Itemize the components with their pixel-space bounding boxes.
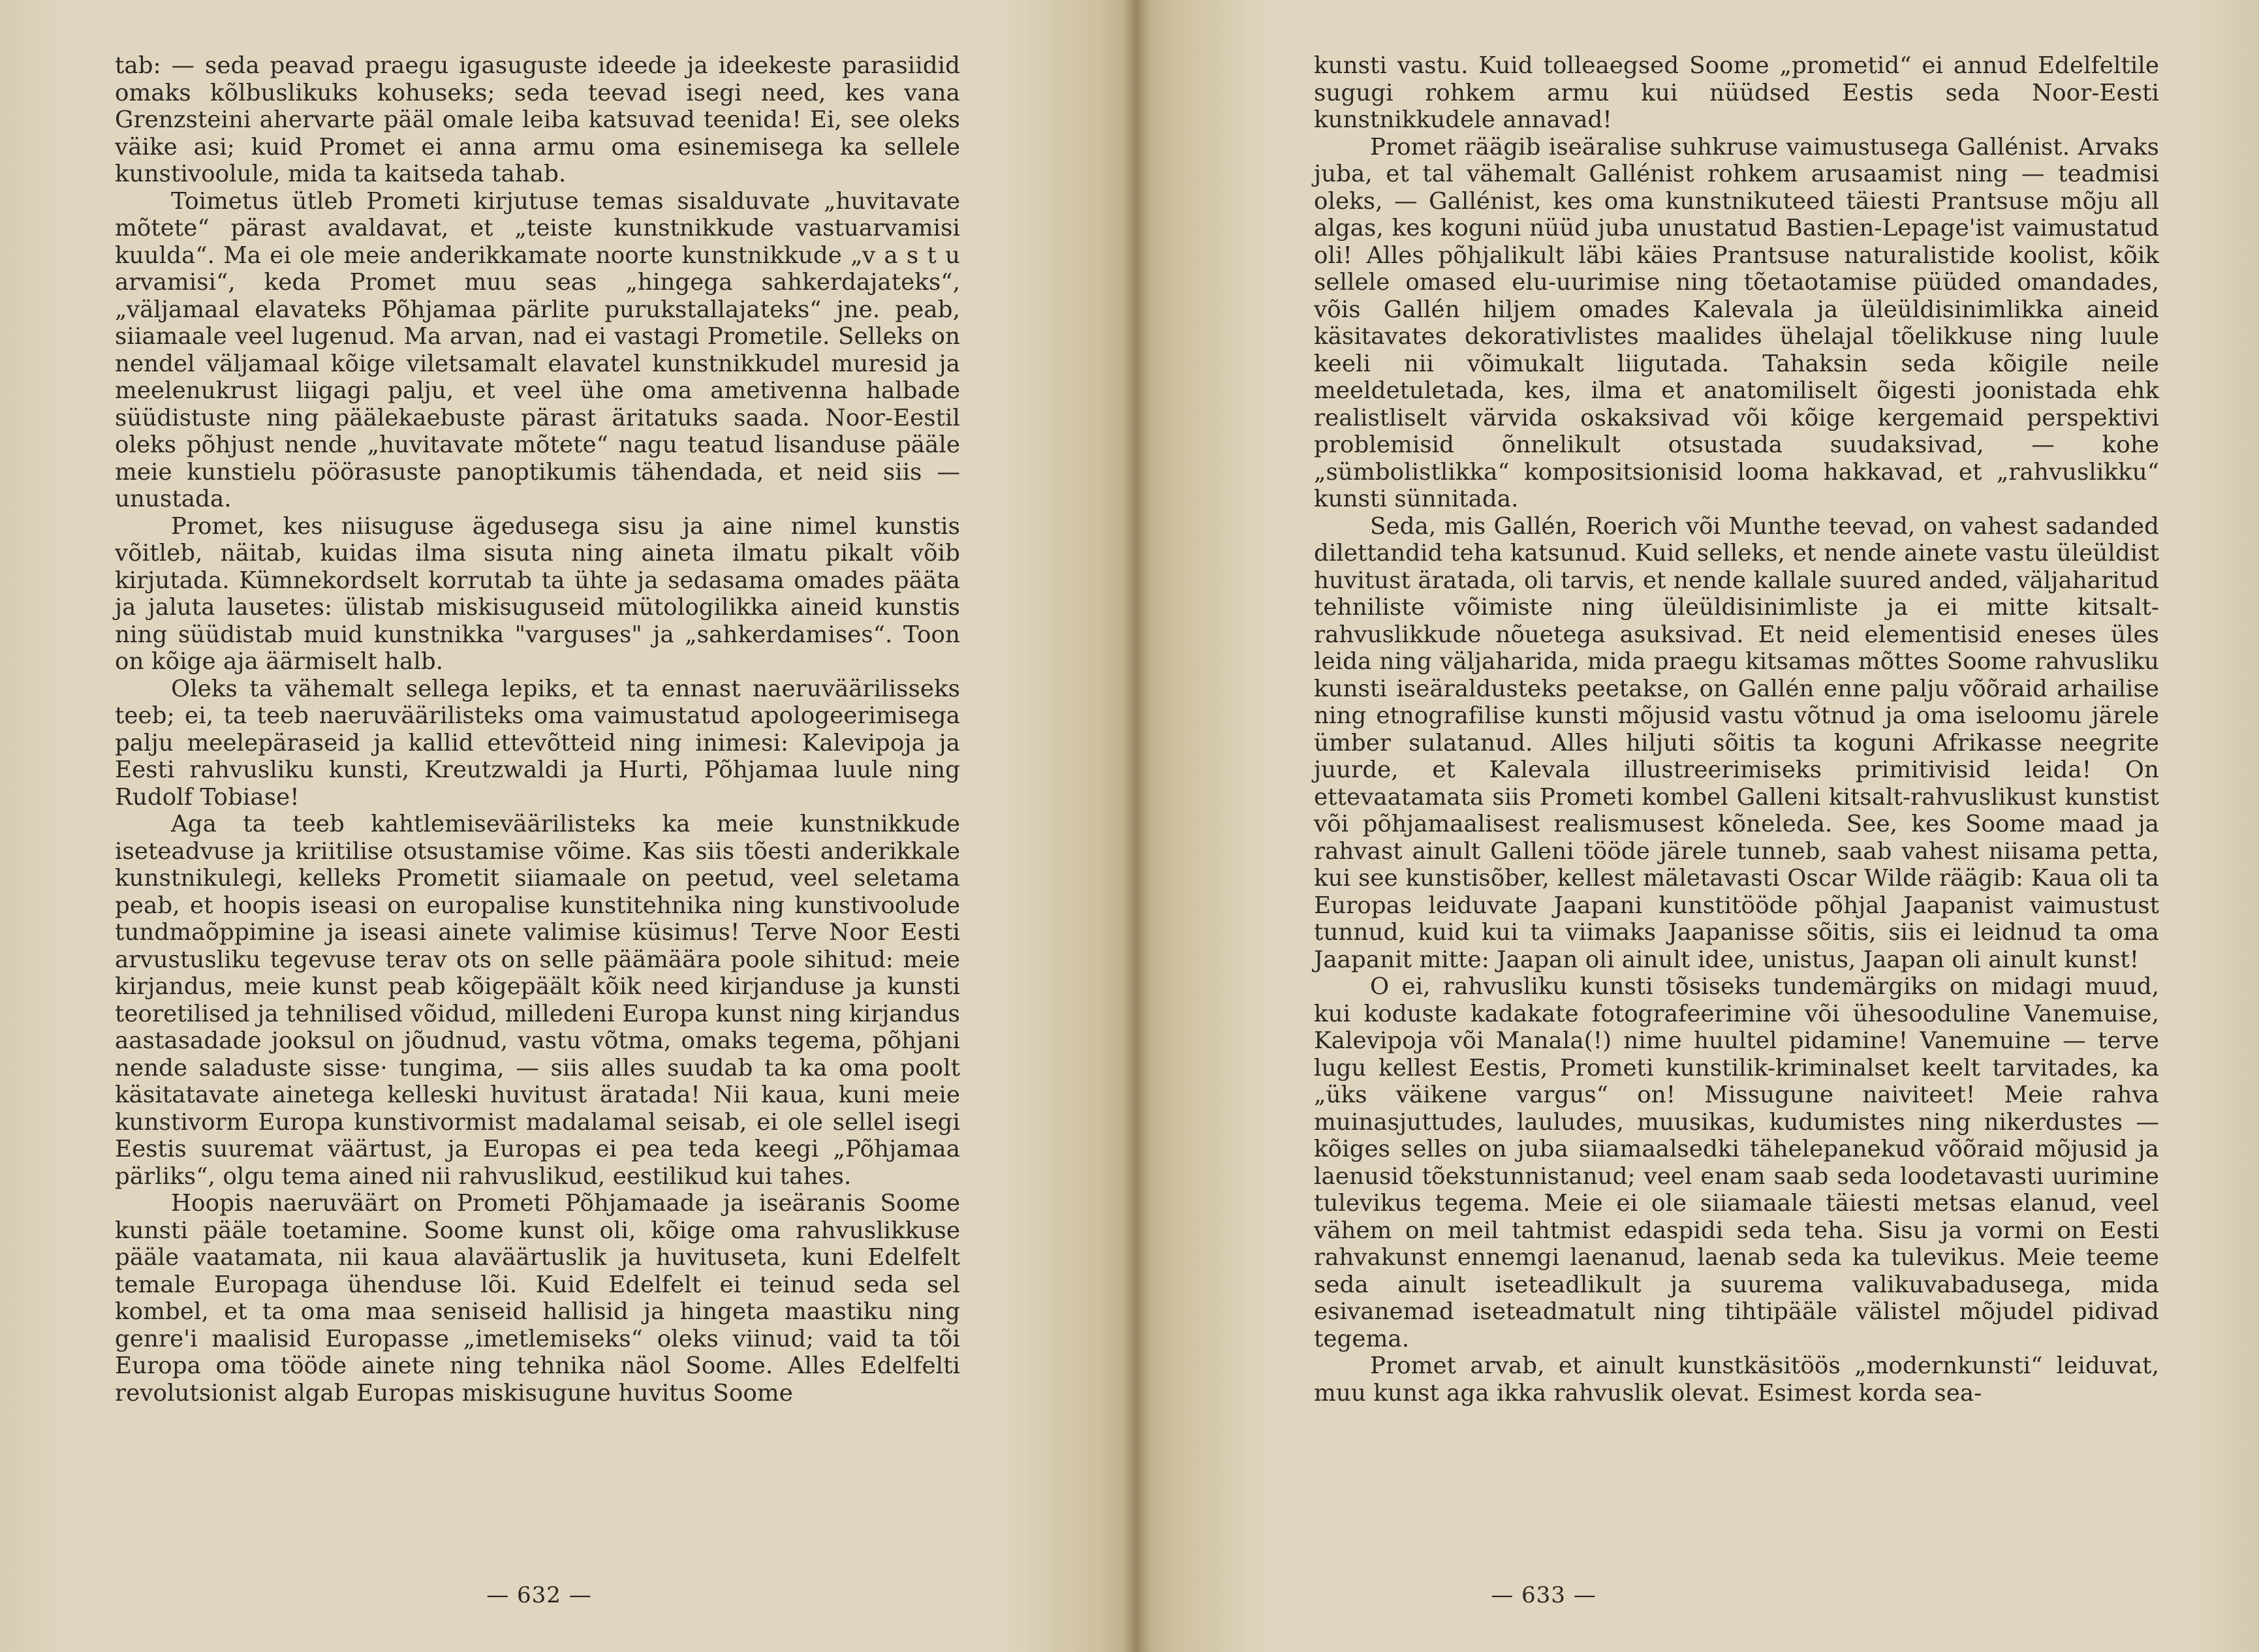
- left-page-text: [115, 52, 960, 1407]
- right-page-text: [1314, 52, 2159, 1407]
- paragraph: kunsti vastu. Kuid tolleaegsed Soome „prometid“ ei annud Edelfeltile sugugi rohkem armu kui nüüdsed Eestis seda Noor-Eesti kunstnikkudele annavad!: [1314, 52, 2159, 133]
- paragraph: Promet räägib iseäralise suhkruse vaimustusega Gallénist. Arvaks juba, et tal vähemalt Gallénist rohkem arusaamist ning — teadmisi oleks, — Gallénist, kes oma kunstnikuteed täiesti Prantsuse mõju all algas, kes koguni nüüd juba unustatud Bastien-Lepage'ist vaimustatud oli! Alles põhjalikult läbi käies Prantsuse naturalistide koolist, kõik sellele omased elu-uurimise ning tõetaotamise püüded omandades, võis Gallén hiljem omades Kalevala ja üleüldisinimlikka aineid käsitavates dekorativlistes maalides ühelajal tõelikkuse ning luule keeli nii võimukalt liigutada. Tahaksin seda kõigile neile meeldetuletada, kes, ilma et anatomiliselt õigesti joonistada ehk realistliselt värvida oskaksivad või kõige kergemaid perspektivi problemisid õnnelikult otsustada suudaksivad, — kohe „sümbolistlikka“ kompositsionisid looma hakkavad, et „rahvuslikku“ kunsti sünnitada.: [1314, 133, 2159, 512]
- page-number-right: — 633 —: [1491, 1582, 1597, 1608]
- paragraph: Aga ta teeb kahtlemiseväärilisteks ka meie kunstnikkude iseteadvuse ja kriitilise otsustamise võime. Kas siis tõesti anderikkale kunstnikulegi, kelleks Prometit siiamaale on peetud, veel seletama peab, et hoopis iseasi on europalise kunstitehnika ning kunstivoolude tundmaõppimine ja iseasi ainete valimise küsimus! Terve Noor Eesti arvustusliku tegevuse terav ots on selle päämäära poole sihitud: meie kirjandus, meie kunst peab kõigepäält kõik need kirjanduse ja kunsti teoretilised ja tehnilised võidud, milledeni Europa kunst ning kirjandus aastasadade jooksul on jõudnud, vastu võtma, omaks tegema, põhjani nende saladuste sisse· tungima, — siis alles suudab ta ka oma poolt käsitatavate ainetega kelleski huvitust äratada! Nii kaua, kuni meie kunstivorm Europa kunstivormist madalamal seisab, ei ole sellel isegi Eestis suuremat väärtust, ja Europas ei pea teda keegi „Põhjamaa pärliks“, olgu tema ained nii rahvuslikud, eestilikud kui tahes.: [115, 811, 960, 1190]
- paragraph: Seda, mis Gallén, Roerich või Munthe teevad, on vahest sadanded dilettandid teha katsunud. Kuid selleks, et nende ainete vastu üleüldist huvitust äratada, oli tarvis, et nende kallale suured anded, väljaharitud tehniliste võimiste ning üleüldisinimliste ja ei mitte kitsalt-rahvuslikkude nõuetega asuksivad. Et neid elementisid eneses üles leida ning väljaharida, mida praegu kitsamas mõttes Soome rahvusliku kunsti iseäraldusteks peetakse, on Gallén enne palju võõraid arhailise ning etnografilise kunsti mõjusid vastu võtnud ja oma iseloomu järele ümber sulatanud. Alles hiljuti sõitis ta koguni Afrikasse neegrite juurde, et Kalevala illustreerimiseks primitivisid leida! On ettevaatamata siis Prometi kombel Galleni kitsalt-rahvuslikust kunstist või põhjamaalisest realismusest kõneleda. See, kes Soome maad ja rahvast ainult Galleni tööde järele tunneb, saab vahest niisama petta, kui see kunstisõber, kellest mäletavasti Oscar Wilde räägib: Kaua oli ta Europas leiduvate Jaapani kunstitööde põhjal Jaapanist vaimustust tunnud, kuid kui ta viimaks Jaapanisse sõitis, siis ei leidnud ta oma Jaapanit mitte: Jaapan oli ainult idee, unistus, Jaapan oli ainult kunst!: [1314, 512, 2159, 973]
- paragraph: tab: — seda peavad praegu igasuguste ideede ja ideekeste parasiidid omaks kõlbuslikuks kohuseks; seda teevad isegi need, kes vana Grenzsteini ahervarte pääl omale leiba katsuvad teenida! Ei, see oleks väike asi; kuid Promet ei anna armu oma esinemisega ka sellele kunstivoolule, mida ta kaitseda tahab.: [115, 52, 960, 187]
- paragraph: Hoopis naeruväärt on Prometi Põhjamaade ja iseäranis Soome kunsti pääle toetamine. Soome kunst oli, kõige oma rahvuslikkuse pääle vaatamata, nii kaua alaväärtuslik ja huvituseta, kuni Edelfelt temale Europaga ühenduse lõi. Kuid Edelfelt ei teinud seda sel kombel, et ta oma maa seniseid hallisid ja hingeta maastiku ning genre'i maalisid Europasse „imetlemiseks“ oleks viinud; vaid ta tõi Europa oma tööde ainete ning tehnika näol Soome. Alles Edelfelti revolutsionist algab Europas miskisugune huvitus Soome: [115, 1190, 960, 1407]
- book-gutter: [1123, 0, 1150, 1652]
- paragraph: O ei, rahvusliku kunsti tõsiseks tundemärgiks on midagi muud, kui koduste kadakate fotografeerimine või ühesooduline Vanemuise, Kalevipoja või Manala(!) nime huultel pidamine! Vanemuine — terve lugu kellest Eestis, Prometi kunstilik-kriminalset keelt tarvitades, ka „üks väikene vargus“ on! Missugune naiviteet! Meie rahva muinasjuttudes, lauludes, muusikas, kudumistes ning nikerdustes — kõiges selles on juba siiamaalsedki tähelepanekud võõraid mõjusid ja laenusid tõekstunnistanud; veel enam saab seda loodetavasti uurimine tulevikus tegema. Meie ei ole siiamaale täiesti metsas elanud, veel vähem on meil tahtmist edaspidi seda teha. Sisu ja vormi on Eesti rahvakunst ennemgi laenanud, laenab seda ka tulevikus. Meie teeme seda ainult iseteadlikult ja suurema valikuvabadusega, mida esivanemad iseteadmatult ning tihtipääle välistel mõjudel pidivad tegema.: [1314, 973, 2159, 1352]
- paragraph: Promet, kes niisuguse ägedusega sisu ja aine nimel kunstis võitleb, näitab, kuidas ilma sisuta ning aineta ilmatu pikalt võib kirjutada. Kümnekordselt korrutab ta ühte ja sedasama omades pääta ja jaluta lausetes: ülistab miskisuguseid mütologilikka aineid kunstis ning süüdistab muid kunstnikka "varguses" ja „sahkerdamises“. Toon on kõige aja äärmiselt halb.: [115, 512, 960, 675]
- paragraph: Oleks ta vähemalt sellega lepiks, et ta ennast naeruväärilisseks teeb; ei, ta teeb naeruväärilisteks oma vaimustatud apologeerimisega palju meelepäraseid ja kallid ettevõtteid ning inimesi: Kalevipoja ja Eesti rahvusliku kunsti, Kreutzwaldi ja Hurti, Põhjamaa luule ning Rudolf Tobiase!: [115, 675, 960, 811]
- right-page: [1136, 0, 2259, 1652]
- paragraph: Promet arvab, et ainult kunstkäsitöös „modernkunsti“ leiduvat, muu kunst aga ikka rahvuslik olevat. Esimest korda sea-: [1314, 1352, 2159, 1407]
- page-number-left: — 632 —: [486, 1582, 592, 1608]
- paragraph: Toimetus ütleb Prometi kirjutuse temas sisalduvate „huvitavate mõtete“ pärast avaldavat, et „teiste kunstnikkude vastuarvamisi kuulda“. Ma ei ole meie anderikkamate noorte kunstnikkude „v a s t u arvamisi“, keda Promet muu seas „hingega sahkerdajateks“, „väljamaal elavateks Põhjamaa pärlite purukstallajateks“ jne. peab, siiamaale veel lugenud. Ma arvan, nad ei vastagi Prometile. Selleks on nendel väljamaal kõige viletsamalt elavatel kunstnikkudel muresid ja meelenukrust liigagi palju, et veel ühe oma ametivenna halbade süüdistuste ning päälekaebuste pärast äritatuks saada. Noor-Eestil oleks põhjust nende „huvitavate mõtete“ nagu teatud lisanduse pääle meie kunstielu pöörasuste panoptikumis tähendada, et neid siis — unustada.: [115, 187, 960, 512]
